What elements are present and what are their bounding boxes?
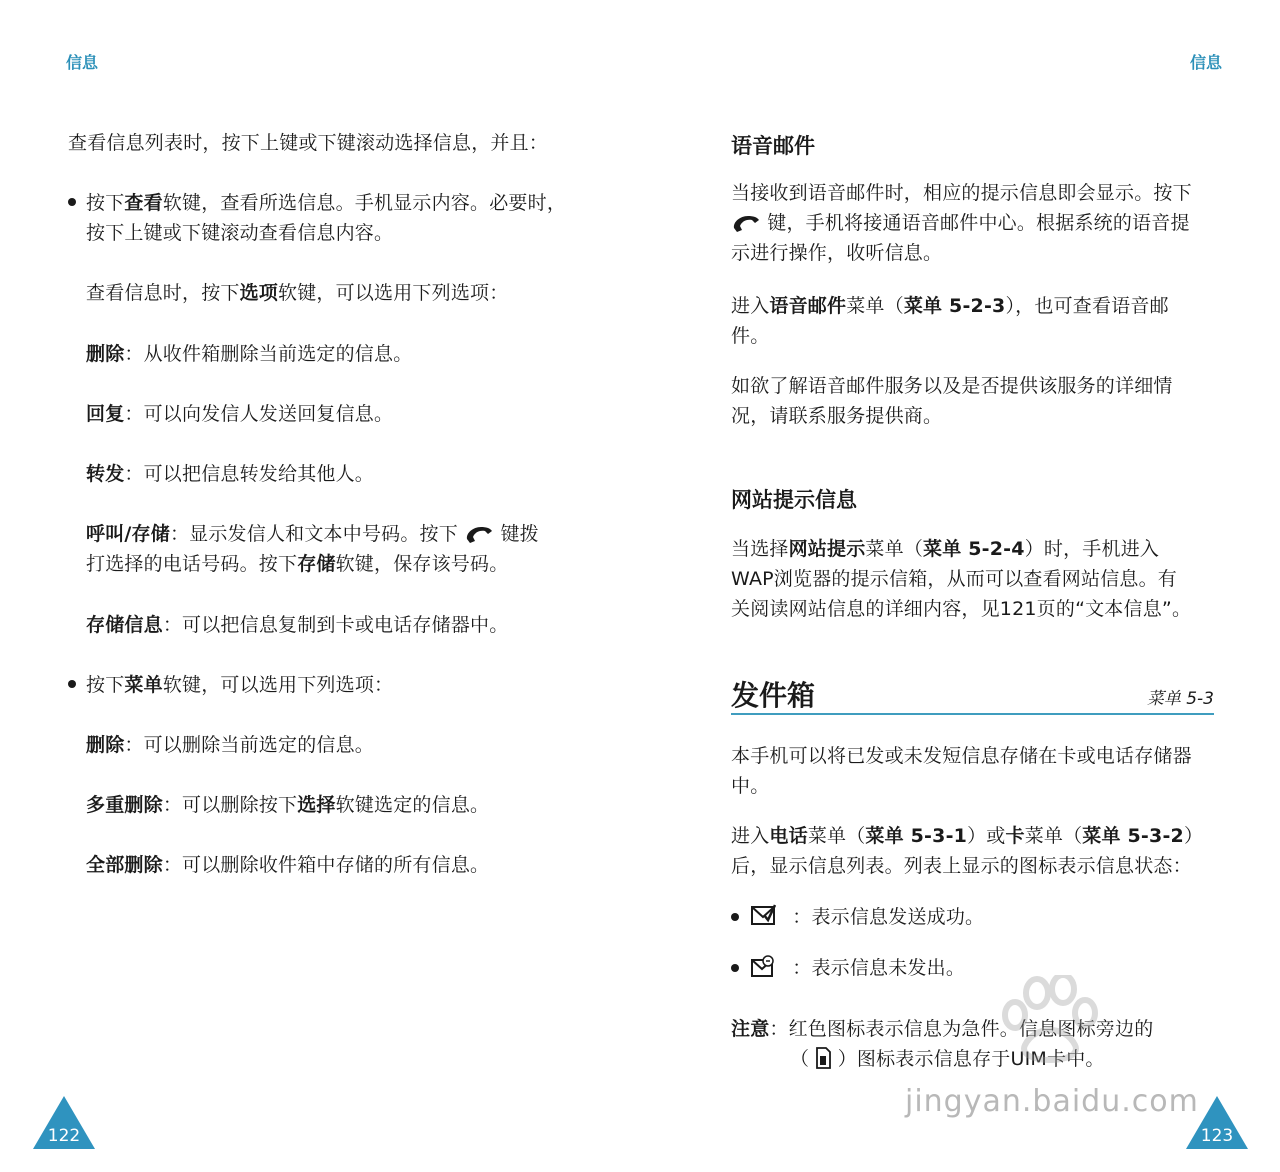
bullet-view-line1: 按下查看软键，查看所选信息。手机显示内容。必要时， bbox=[86, 192, 567, 214]
option-forward: 转发：可以把信息转发给其他人。 bbox=[86, 463, 375, 485]
phone-handset-icon bbox=[731, 213, 761, 233]
option2-multi-delete: 多重删除：可以删除按下选择软键选定的信息。 bbox=[86, 794, 490, 816]
page-corner-left bbox=[32, 1094, 96, 1150]
option-delete: 删除：从收件箱删除当前选定的信息。 bbox=[86, 343, 413, 365]
left-page-number: 122 bbox=[47, 1126, 81, 1146]
bullet-view-line2: 按下上键或下键滚动查看信息内容。 bbox=[86, 222, 394, 244]
option-call-store-line2: 打选择的电话号码。按下存储软键，保存该号码。 bbox=[86, 553, 509, 575]
note-line2: （ ）图标表示信息存于UIM卡中。 bbox=[790, 1048, 1105, 1070]
voicemail-p2-line2: 件。 bbox=[731, 325, 770, 347]
web-alert-title: 网站提示信息 bbox=[731, 488, 857, 512]
option-reply: 回复：可以向发信人发送回复信息。 bbox=[86, 403, 394, 425]
option-store-message: 存储信息：可以把信息复制到卡或电话存储器中。 bbox=[86, 614, 509, 636]
bullet-dot bbox=[731, 964, 739, 972]
voicemail-p3-line2: 况，请联系服务提供商。 bbox=[731, 405, 943, 427]
option2-delete: 删除：可以删除当前选定的信息。 bbox=[86, 734, 375, 756]
outbox-p1-line2: 中。 bbox=[731, 775, 770, 797]
bullet-dot bbox=[68, 680, 76, 688]
outbox-p2-line1: 进入电话菜单（菜单 5-3-1）或卡菜单（菜单 5-3-2） bbox=[731, 825, 1204, 847]
voicemail-p3-line1: 如欲了解语音邮件服务以及是否提供该服务的详细情 bbox=[731, 375, 1173, 397]
outbox-section-title: 发件箱 bbox=[731, 679, 816, 712]
outbox-p1-line1: 本手机可以将已发或未发短信息存储在卡或电话存储器 bbox=[731, 745, 1192, 767]
status-unsent-row: ：表示信息未发出。 bbox=[750, 953, 965, 983]
web-alert-line3: 关阅读网站信息的详细内容，见121页的“文本信息”。 bbox=[731, 598, 1192, 620]
voicemail-p1-line3: 示进行操作，收听信息。 bbox=[731, 242, 943, 264]
message-sent-icon bbox=[750, 903, 776, 927]
page-corner-right bbox=[1185, 1094, 1249, 1150]
voicemail-p1-line2: 键，手机将接通语音邮件中心。根据系统的语音提 bbox=[731, 208, 1190, 238]
bullet-dot bbox=[731, 913, 739, 921]
options-intro: 查看信息时，按下选项软键，可以选用下列选项： bbox=[86, 282, 509, 304]
bullet-menu: 按下菜单软键，可以选用下列选项： bbox=[86, 674, 394, 696]
voicemail-title: 语音邮件 bbox=[731, 134, 815, 158]
intro-text: 查看信息列表时，按下上键或下键滚动选择信息，并且： bbox=[68, 132, 549, 154]
outbox-p2-line2: 后，显示信息列表。列表上显示的图标表示信息状态： bbox=[731, 855, 1192, 877]
note-line1: 注意：红色图标表示信息为急件。信息图标旁边的 bbox=[731, 1018, 1154, 1040]
bullet-dot bbox=[68, 198, 76, 206]
phone-handset-icon bbox=[464, 524, 494, 544]
right-page-header: 信息 bbox=[1189, 53, 1222, 72]
section-divider bbox=[731, 713, 1214, 715]
status-sent-row: ：表示信息发送成功。 bbox=[750, 902, 984, 932]
sim-card-icon bbox=[815, 1047, 831, 1069]
voicemail-p2-line1: 进入语音邮件菜单（菜单 5-2-3），也可查看语音邮 bbox=[731, 295, 1169, 317]
option2-delete-all: 全部删除：可以删除收件箱中存储的所有信息。 bbox=[86, 854, 490, 876]
watermark-text: jingyan.baidu.com bbox=[905, 1084, 1199, 1119]
right-page-number: 123 bbox=[1200, 1126, 1234, 1146]
voicemail-p1-line1: 当接收到语音邮件时，相应的提示信息即会显示。按下 bbox=[731, 182, 1192, 204]
web-alert-line2: WAP浏览器的提示信箱，从而可以查看网站信息。有 bbox=[731, 568, 1178, 590]
left-page-header: 信息 bbox=[66, 53, 99, 72]
web-alert-line1: 当选择网站提示菜单（菜单 5-2-4）时，手机进入 bbox=[731, 538, 1160, 560]
message-unsent-icon bbox=[750, 954, 776, 978]
option-call-store-line1: 呼叫/存储：显示发信人和文本中号码。按下 键拨 bbox=[86, 523, 539, 545]
outbox-menu-ref: 菜单 5-3 bbox=[1146, 689, 1214, 709]
